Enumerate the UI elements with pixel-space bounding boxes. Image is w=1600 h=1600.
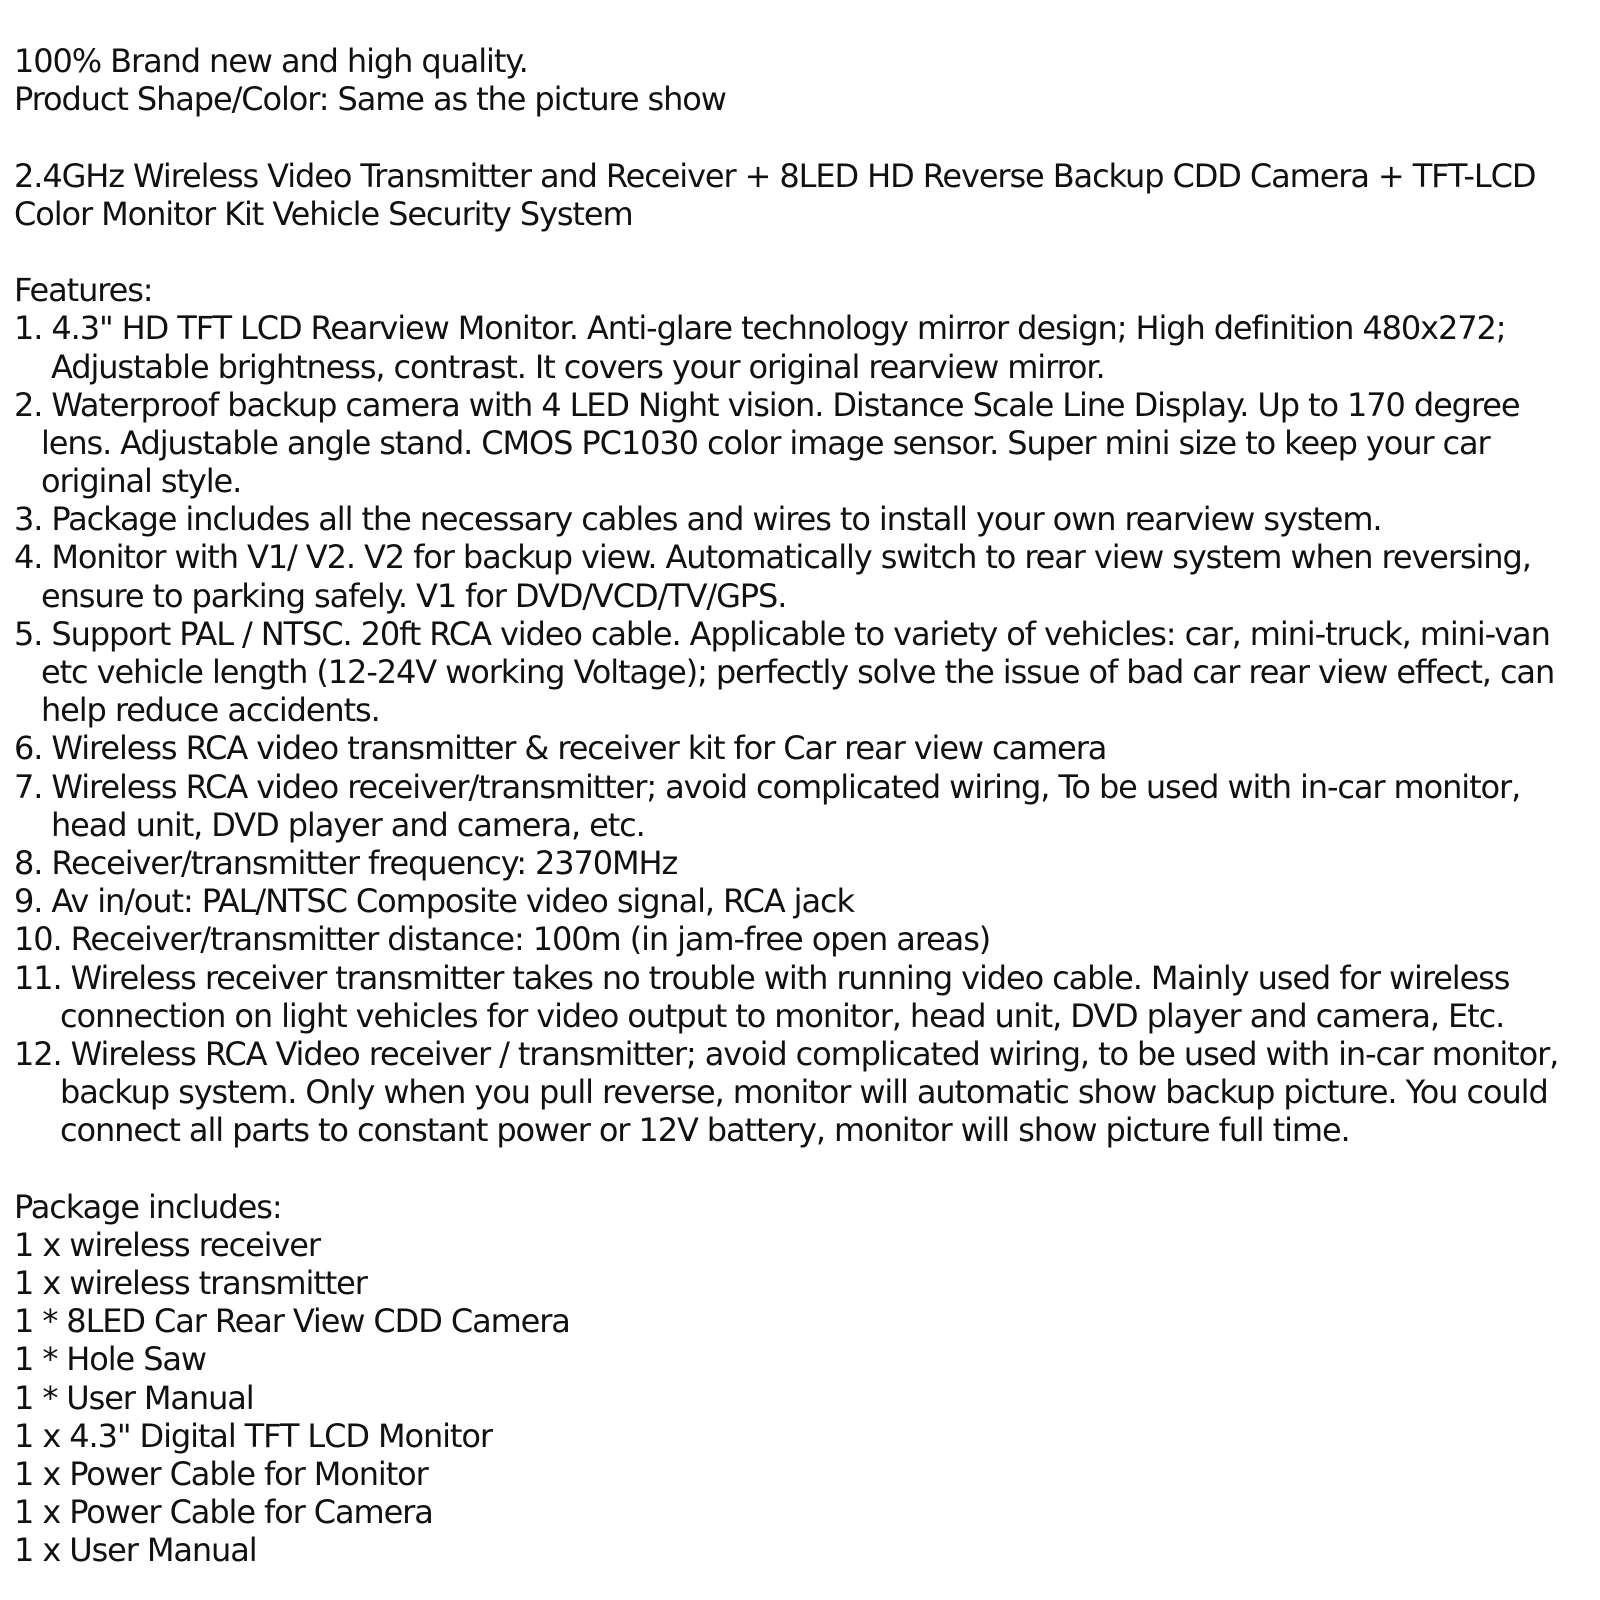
- feature-line: 7. Wireless RCA video receiver/transmitter; avoid complicated wiring, To be used with in-car monitor,: [14, 767, 1521, 806]
- package-item: 1 x User Manual: [14, 1531, 257, 1570]
- intro-line: 100% Brand new and high quality.: [14, 42, 528, 80]
- feature-line: connect all parts to constant power or 12V battery, monitor will show picture full time.: [60, 1111, 1350, 1150]
- feature-item: [14, 768, 1592, 844]
- feature-line: lens. Adjustable angle stand. CMOS PC1030 color image sensor. Super mini size to keep your car: [41, 423, 1490, 462]
- spacer: [14, 1149, 1592, 1187]
- feature-item: [14, 920, 1592, 958]
- feature-item: [14, 538, 1592, 614]
- package-item: 1 x wireless transmitter: [14, 1264, 367, 1302]
- product-title-line: Color Monitor Kit Vehicle Security System: [14, 194, 633, 233]
- feature-item: [14, 882, 1592, 920]
- feature-line: 4. Monitor with V1/ V2. V2 for backup view. Automatically switch to rear view system when reversing,: [14, 538, 1531, 577]
- package-item: 1 * 8LED Car Rear View CDD Camera: [14, 1302, 570, 1341]
- feature-line: Adjustable brightness, contrast. It covers your original rearview mirror.: [51, 347, 1105, 386]
- feature-line: 9. Av in/out: PAL/NTSC Composite video signal, RCA jack: [14, 882, 854, 921]
- feature-line: 5. Support PAL / NTSC. 20ft RCA video cable. Applicable to variety of vehicles: car, mini-truck, mini-van: [14, 614, 1550, 653]
- spacer: [14, 118, 1592, 156]
- spacer: [14, 233, 1592, 271]
- features-heading: Features:: [14, 271, 153, 310]
- package-item: 1 x Power Cable for Monitor: [14, 1454, 428, 1493]
- package-item: 1 * User Manual: [14, 1378, 254, 1417]
- feature-item: [14, 1035, 1592, 1150]
- feature-line: 8. Receiver/transmitter frequency: 2370MHz: [14, 843, 678, 882]
- feature-line: 10. Receiver/transmitter distance: 100m (in jam-free open areas): [14, 920, 991, 959]
- feature-line: original style.: [41, 462, 242, 501]
- feature-line: 2. Waterproof backup camera with 4 LED Night vision. Distance Scale Line Display. Up to 170 degree: [14, 385, 1520, 424]
- feature-line: connection on light vehicles for video output to monitor, head unit, DVD player and camera, Etc.: [60, 996, 1505, 1035]
- feature-line: 6. Wireless RCA video transmitter & receiver kit for Car rear view camera: [14, 729, 1107, 768]
- feature-line: etc vehicle length (12-24V working Voltage); perfectly solve the issue of bad car rear view effect, can: [41, 653, 1555, 691]
- feature-item: [14, 500, 1592, 538]
- feature-item: [14, 729, 1592, 767]
- product-description: [14, 42, 1592, 1570]
- package-heading: Package includes:: [14, 1187, 282, 1226]
- product-title-line: 2.4GHz Wireless Video Transmitter and Receiver + 8LED HD Reverse Backup CDD Camera + TFT-LCD: [14, 156, 1536, 195]
- intro-line: Product Shape/Color: Same as the picture show: [14, 80, 726, 119]
- feature-item: [14, 615, 1592, 730]
- feature-item: [14, 844, 1592, 882]
- package-item: 1 * Hole Saw: [14, 1340, 206, 1379]
- feature-item: [14, 386, 1592, 501]
- package-item: 1 x Power Cable for Camera: [14, 1493, 433, 1532]
- feature-line: backup system. Only when you pull reverse, monitor will automatic show backup picture. You could: [60, 1073, 1548, 1112]
- feature-line: ensure to parking safely. V1 for DVD/VCD/TV/GPS.: [41, 576, 787, 615]
- feature-line: 12. Wireless RCA Video receiver / transmitter; avoid complicated wiring, to be used with in-car monitor,: [14, 1034, 1559, 1073]
- package-item: 1 x wireless receiver: [14, 1225, 320, 1264]
- feature-line: 3. Package includes all the necessary cables and wires to install your own rearview system.: [14, 500, 1382, 539]
- feature-line: help reduce accidents.: [41, 691, 380, 730]
- feature-item: [14, 959, 1592, 1035]
- package-item: 1 x 4.3" Digital TFT LCD Monitor: [14, 1416, 492, 1455]
- feature-item: [14, 309, 1592, 385]
- feature-line: head unit, DVD player and camera, etc.: [51, 805, 645, 844]
- feature-line: 1. 4.3" HD TFT LCD Rearview Monitor. Anti-glare technology mirror design; High definition 480x272;: [14, 309, 1506, 348]
- feature-line: 11. Wireless receiver transmitter takes no trouble with running video cable. Mainly used for wireless: [14, 958, 1510, 997]
